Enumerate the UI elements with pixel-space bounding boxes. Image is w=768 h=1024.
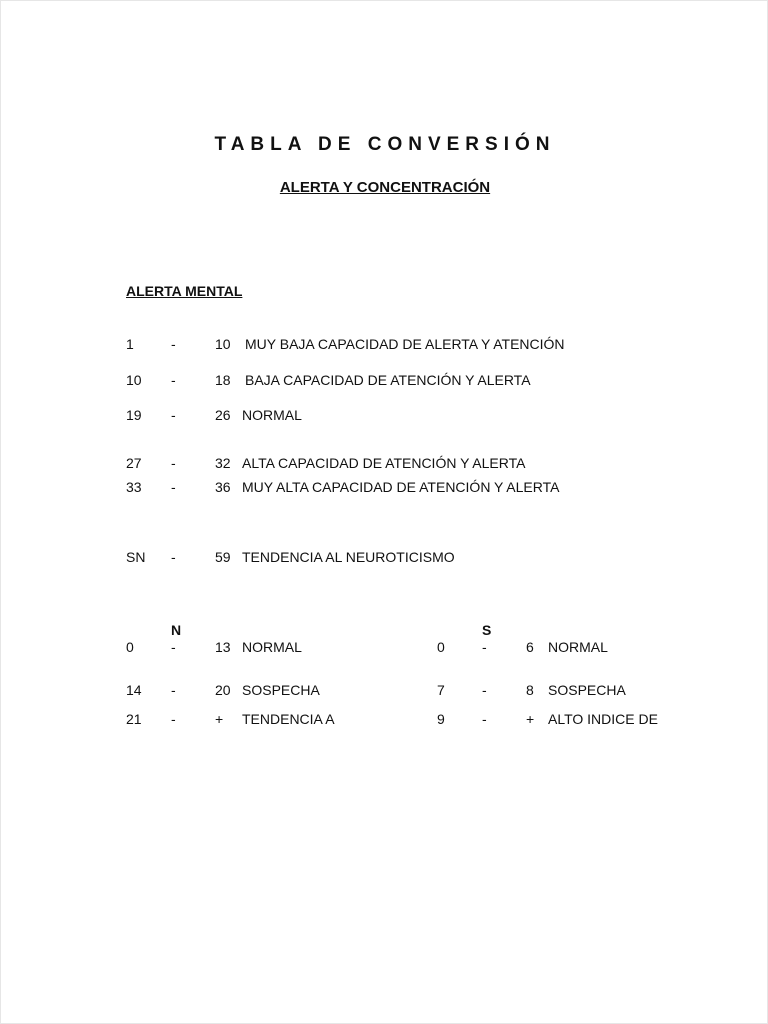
- range-from: 27: [126, 455, 142, 471]
- s-row-from: 0: [437, 639, 445, 655]
- range-from: 33: [126, 479, 142, 495]
- n-row-label: NORMAL: [242, 639, 302, 655]
- page-title: TABLA DE CONVERSIÓN: [214, 134, 556, 155]
- range-dash: -: [171, 336, 176, 352]
- n-header: N: [171, 622, 182, 638]
- sn-to: 59: [215, 549, 231, 565]
- range-dash: -: [171, 455, 176, 471]
- range-from: 1: [126, 336, 134, 352]
- range-to: 18: [215, 372, 231, 388]
- range-label: BAJA CAPACIDAD DE ATENCIÓN Y ALERTA: [245, 372, 531, 388]
- s-header: S: [482, 622, 492, 638]
- n-row-from: 21: [126, 711, 142, 727]
- n-row-from: 0: [126, 639, 134, 655]
- n-row-dash: -: [171, 682, 176, 698]
- range-label: MUY ALTA CAPACIDAD DE ATENCIÓN Y ALERTA: [242, 479, 560, 495]
- s-row-dash: -: [482, 711, 487, 727]
- sn-from: SN: [126, 549, 146, 565]
- range-label: ALTA CAPACIDAD DE ATENCIÓN Y ALERTA: [242, 455, 526, 471]
- s-row-to: 8: [526, 682, 534, 698]
- n-row-label: SOSPECHA: [242, 682, 320, 698]
- s-row-from: 7: [437, 682, 445, 698]
- s-row-label: SOSPECHA: [548, 682, 626, 698]
- n-row-to: +: [215, 711, 224, 727]
- page-subtitle: ALERTA Y CONCENTRACIÓN: [279, 179, 491, 196]
- range-from: 19: [126, 407, 142, 423]
- range-to: 32: [215, 455, 231, 471]
- s-row-to: +: [526, 711, 535, 727]
- range-to: 26: [215, 407, 231, 423]
- range-from: 10: [126, 372, 142, 388]
- s-row-to: 6: [526, 639, 534, 655]
- s-row-dash: -: [482, 682, 487, 698]
- range-dash: -: [171, 407, 176, 423]
- section-title: ALERTA MENTAL: [126, 283, 243, 299]
- sn-label: TENDENCIA AL NEUROTICISMO: [242, 549, 455, 565]
- n-row-from: 14: [126, 682, 142, 698]
- n-row-to: 20: [215, 682, 231, 698]
- s-row-label: NORMAL: [548, 639, 608, 655]
- range-dash: -: [171, 479, 176, 495]
- n-row-dash: -: [171, 711, 176, 727]
- range-to: 36: [215, 479, 231, 495]
- sn-dash: -: [171, 549, 176, 565]
- range-dash: -: [171, 372, 176, 388]
- range-label: MUY BAJA CAPACIDAD DE ALERTA Y ATENCIÓN: [245, 336, 565, 352]
- s-row-dash: -: [482, 639, 487, 655]
- s-row-label: ALTO INDICE DE: [548, 711, 658, 727]
- s-row-from: 9: [437, 711, 445, 727]
- range-label: NORMAL: [242, 407, 302, 423]
- n-row-dash: -: [171, 639, 176, 655]
- range-to: 10: [215, 336, 231, 352]
- n-row-to: 13: [215, 639, 231, 655]
- n-row-label: TENDENCIA A: [242, 711, 335, 727]
